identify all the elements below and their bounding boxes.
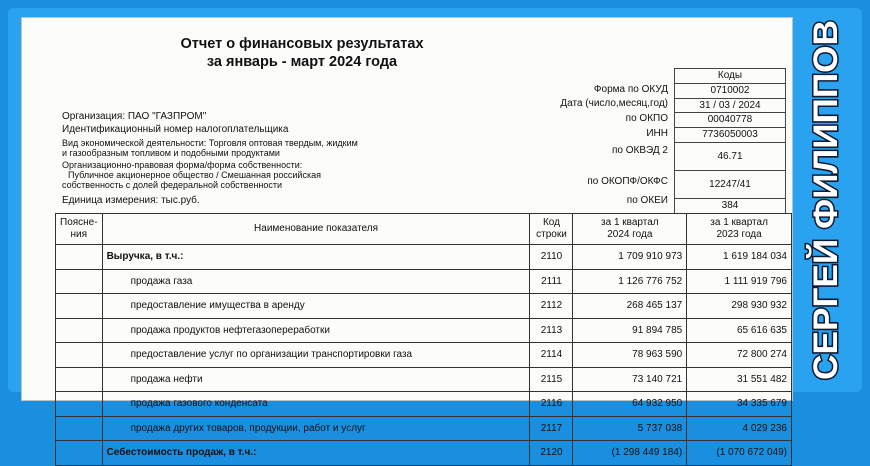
row-value-2023: 34 335 679 — [687, 392, 792, 417]
codes-header: Коды — [675, 68, 785, 84]
row-code: 2115 — [530, 367, 573, 392]
table-row — [56, 245, 792, 270]
label-inn: ИНН — [646, 128, 668, 139]
row-name: продажа других товаров, продукции, работ и услуг — [102, 416, 530, 441]
row-value-2024: 5 737 038 — [573, 416, 687, 441]
row-value-2024: 91 894 785 — [573, 318, 687, 343]
table-row — [56, 392, 792, 417]
table-row — [56, 416, 792, 441]
activity-line1: Вид экономической деятельности: Торговля оптовая твердым, жидким — [62, 138, 358, 148]
unit-label: Единица измерения: тыс.руб. — [62, 195, 200, 206]
row-value-2023: 1 619 184 034 — [687, 245, 792, 270]
row-code: 2113 — [530, 318, 573, 343]
row-notes — [56, 343, 103, 368]
table-row — [56, 367, 792, 392]
author-watermark — [800, 14, 856, 386]
row-notes — [56, 269, 103, 294]
row-value-2024: 73 140 721 — [573, 367, 687, 392]
table-header-row — [56, 214, 792, 245]
label-okopf: по ОКОПФ/ОКФС — [587, 176, 668, 187]
row-value-2024: (1 298 449 184) — [573, 441, 687, 466]
code-okud: 0710002 — [675, 84, 785, 99]
row-value-2024: 268 465 137 — [573, 294, 687, 319]
label-okei: по ОКЕИ — [626, 195, 668, 206]
code-okved: 46.71 — [675, 143, 785, 171]
row-notes — [56, 367, 103, 392]
code-inn: 7736050003 — [675, 128, 785, 143]
header-2023: за 1 квартал 2023 года — [687, 214, 792, 245]
row-notes — [56, 245, 103, 270]
table-row — [56, 294, 792, 319]
row-code: 2110 — [530, 245, 573, 270]
row-notes — [56, 441, 103, 466]
document-page — [22, 18, 792, 459]
row-value-2023: (1 070 672 049) — [687, 441, 792, 466]
report-period: за январь - март 2024 года — [206, 54, 398, 70]
header-indicator: Наименование показателя — [102, 214, 530, 245]
organization: Организация: ПАО "ГАЗПРОМ" — [62, 111, 207, 122]
activity-line2: и газообразным топливом и подобными продуктами — [62, 148, 280, 158]
row-name: продажа нефти — [102, 367, 530, 392]
row-code: 2111 — [530, 269, 573, 294]
row-value-2023: 65 616 635 — [687, 318, 792, 343]
table-row — [56, 441, 792, 466]
code-okpo: 00040778 — [675, 113, 785, 128]
code-okopf: 12247/41 — [675, 171, 785, 199]
table-row — [56, 269, 792, 294]
code-okei: 384 — [675, 199, 785, 214]
row-name: Выручка, в т.ч.: — [102, 245, 530, 270]
row-notes — [56, 392, 103, 417]
report-title: Отчет о финансовых результатах — [180, 36, 424, 52]
row-value-2024: 78 963 590 — [573, 343, 687, 368]
row-notes — [56, 294, 103, 319]
row-code: 2114 — [530, 343, 573, 368]
code-date: 31 / 03 / 2024 — [675, 99, 785, 114]
table-row — [56, 318, 792, 343]
legal-form-line1: Публичное акционерное общество / Смешанная российская — [68, 170, 321, 180]
row-name: продажа продуктов нефтегазопереработки — [102, 318, 530, 343]
row-name: продажа газового конденсата — [102, 392, 530, 417]
label-okved: по ОКВЭД 2 — [612, 145, 668, 156]
row-value-2023: 4 029 236 — [687, 416, 792, 441]
row-value-2024: 1 126 776 752 — [573, 269, 687, 294]
financial-table — [55, 213, 792, 466]
row-value-2024: 64 932 950 — [573, 392, 687, 417]
row-code: 2116 — [530, 392, 573, 417]
header-2024: за 1 квартал 2024 года — [573, 214, 687, 245]
header-notes: Поясне- ния — [56, 214, 103, 245]
row-notes — [56, 416, 103, 441]
row-value-2023: 1 111 919 796 — [687, 269, 792, 294]
inn-label: Идентификационный номер налогоплательщика — [62, 124, 289, 135]
row-value-2023: 298 930 932 — [687, 294, 792, 319]
row-name: продажа газа — [102, 269, 530, 294]
legal-form-line2: собственность с долей федеральной собственности — [62, 180, 283, 190]
header-code: Код строки — [530, 214, 573, 245]
codes-box — [674, 68, 786, 214]
row-notes — [56, 318, 103, 343]
row-value-2024: 1 709 910 973 — [573, 245, 687, 270]
watermark-text: СЕРГЕЙ ФИЛИППОВ — [806, 32, 845, 380]
row-value-2023: 31 551 482 — [687, 367, 792, 392]
row-code: 2117 — [530, 416, 573, 441]
row-code: 2120 — [530, 441, 573, 466]
row-code: 2112 — [530, 294, 573, 319]
legal-form-label: Организационно-правовая форма/форма собственности: — [62, 160, 303, 170]
row-value-2023: 72 800 274 — [687, 343, 792, 368]
row-name: предоставление услуг по организации транспортировки газа — [102, 343, 530, 368]
row-name: Себестоимость продаж, в т.ч.: — [102, 441, 530, 466]
table-row — [56, 343, 792, 368]
label-okud: Форма по ОКУД — [593, 84, 668, 95]
row-name: предоставление имущества в аренду — [102, 294, 530, 319]
label-date: Дата (число,месяц,год) — [560, 98, 668, 109]
label-okpo: по ОКПО — [625, 113, 668, 124]
